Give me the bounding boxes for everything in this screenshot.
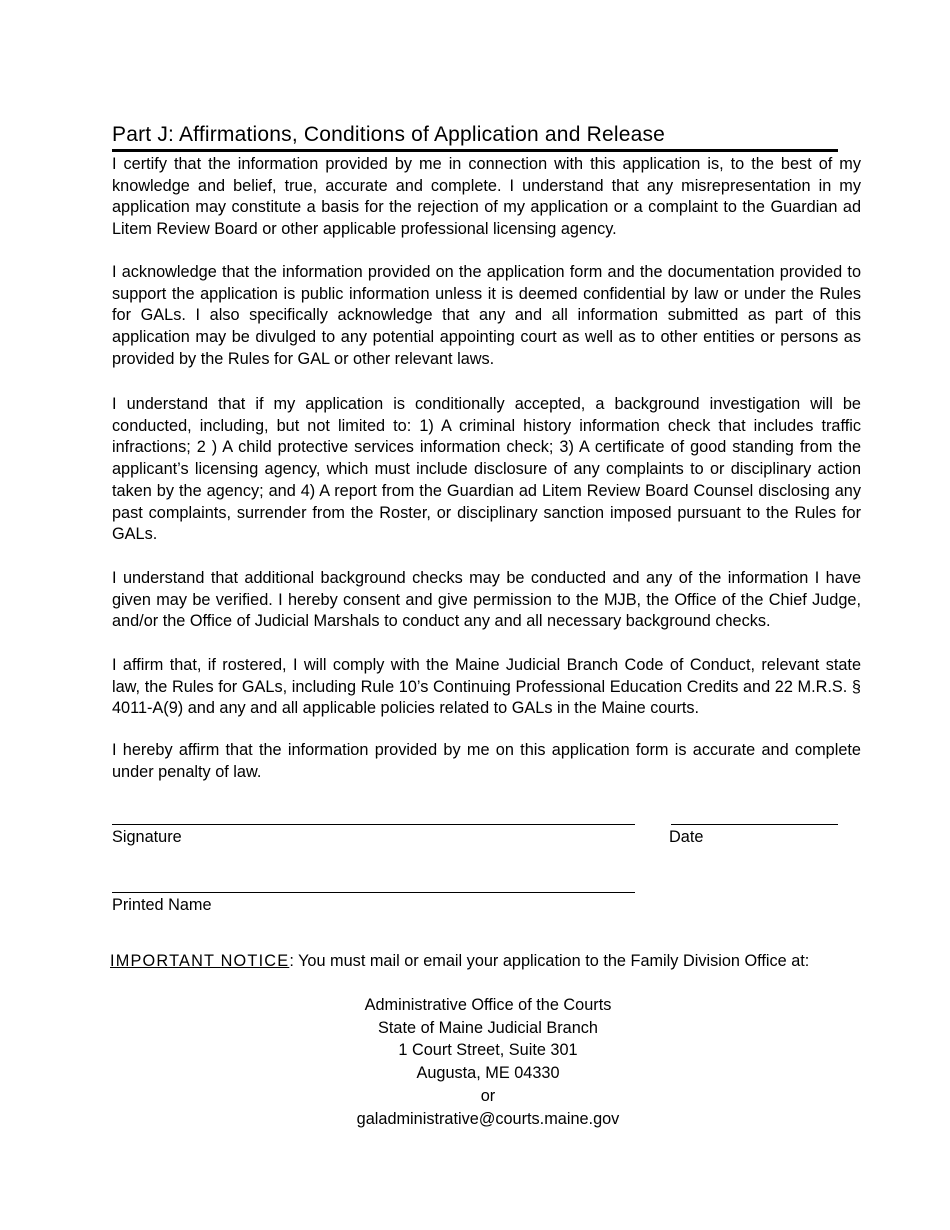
additional-checks-paragraph: I understand that additional background checks may be conducted and any of the information I have given may be verified. I hereby consent and give permission to the MJB, the Office of the Chief Judge, and/or the Office of Judicial Marshals to conduct any and all necessary background checks. [112,569,861,631]
compliance-paragraph: I affirm that, if rostered, I will comply with the Maine Judicial Branch Code of Conduct, relevant state law, the Rules for GALs, including Rule 10’s Continuing Professional Education Credits and 22 M.R.S. § 4011-A(9) and any and all applicable policies related to GALs in the Maine courts. [112,656,861,718]
date-line[interactable] [671,824,838,825]
signature-label: Signature [112,828,182,846]
signature-line[interactable] [112,824,635,825]
mailing-address [250,994,726,1130]
penalty-affirmation-paragraph: I hereby affirm that the information provided by me on this application form is accurate and complete under penalty of law. [112,741,861,781]
address-line-branch: State of Maine Judicial Branch [378,1018,598,1037]
printed-name-line[interactable] [112,892,635,893]
section-title: Part J: Affirmations, Conditions of Application and Release [112,122,838,152]
email-address[interactable]: galadministrative@courts.maine.gov [356,1109,620,1128]
important-notice [110,950,862,972]
background-investigation-paragraph: I understand that if my application is conditionally accepted, a background investigation will be conducted, including, but not limited to: 1) A criminal history information check that includes traffic infractions; 2 ) A child protective services information check; 3) A certificate of good standing from the applicant’s licensing agency, which must include disclosure of any complaints to or disciplinary action taken by the agency; and 4) A report from the Guardian ad Litem Review Board Counsel disclosing any past complaints, surrender from the Roster, or disciplinary sanction imposed pursuant to the Rules for GALs. [112,395,861,544]
address-line-city: Augusta, ME 04330 [416,1064,560,1083]
date-label: Date [669,828,704,846]
important-notice-text: : You must mail or email your application to the Family Division Office at: [289,952,810,970]
certification-paragraph: I certify that the information provided by me in connection with this application is, to the best of my knowledge and belief, true, accurate and complete. I understand that any misrepresentation in my application may constitute a basis for the rejection of my application or a complaint to the Guardian ad Litem Review Board or other applicable professional licensing agency. [112,155,861,239]
address-separator: or [480,1086,496,1105]
public-information-paragraph: I acknowledge that the information provided on the application form and the documentation provided to support the application is public information unless it is deemed confidential by law or under the Rules for GALs. I also specifically acknowledge that any and all information submitted as part of this application may be divulged to any potential appointing court as well as to other entities or persons as provided by the Rules for GAL or other relevant laws. [112,263,861,368]
address-line-street: 1 Court Street, Suite 301 [398,1041,578,1060]
printed-name-label: Printed Name [112,896,212,914]
important-notice-label: IMPORTANT NOTICE [110,952,290,970]
address-line-office: Administrative Office of the Courts [364,996,612,1014]
